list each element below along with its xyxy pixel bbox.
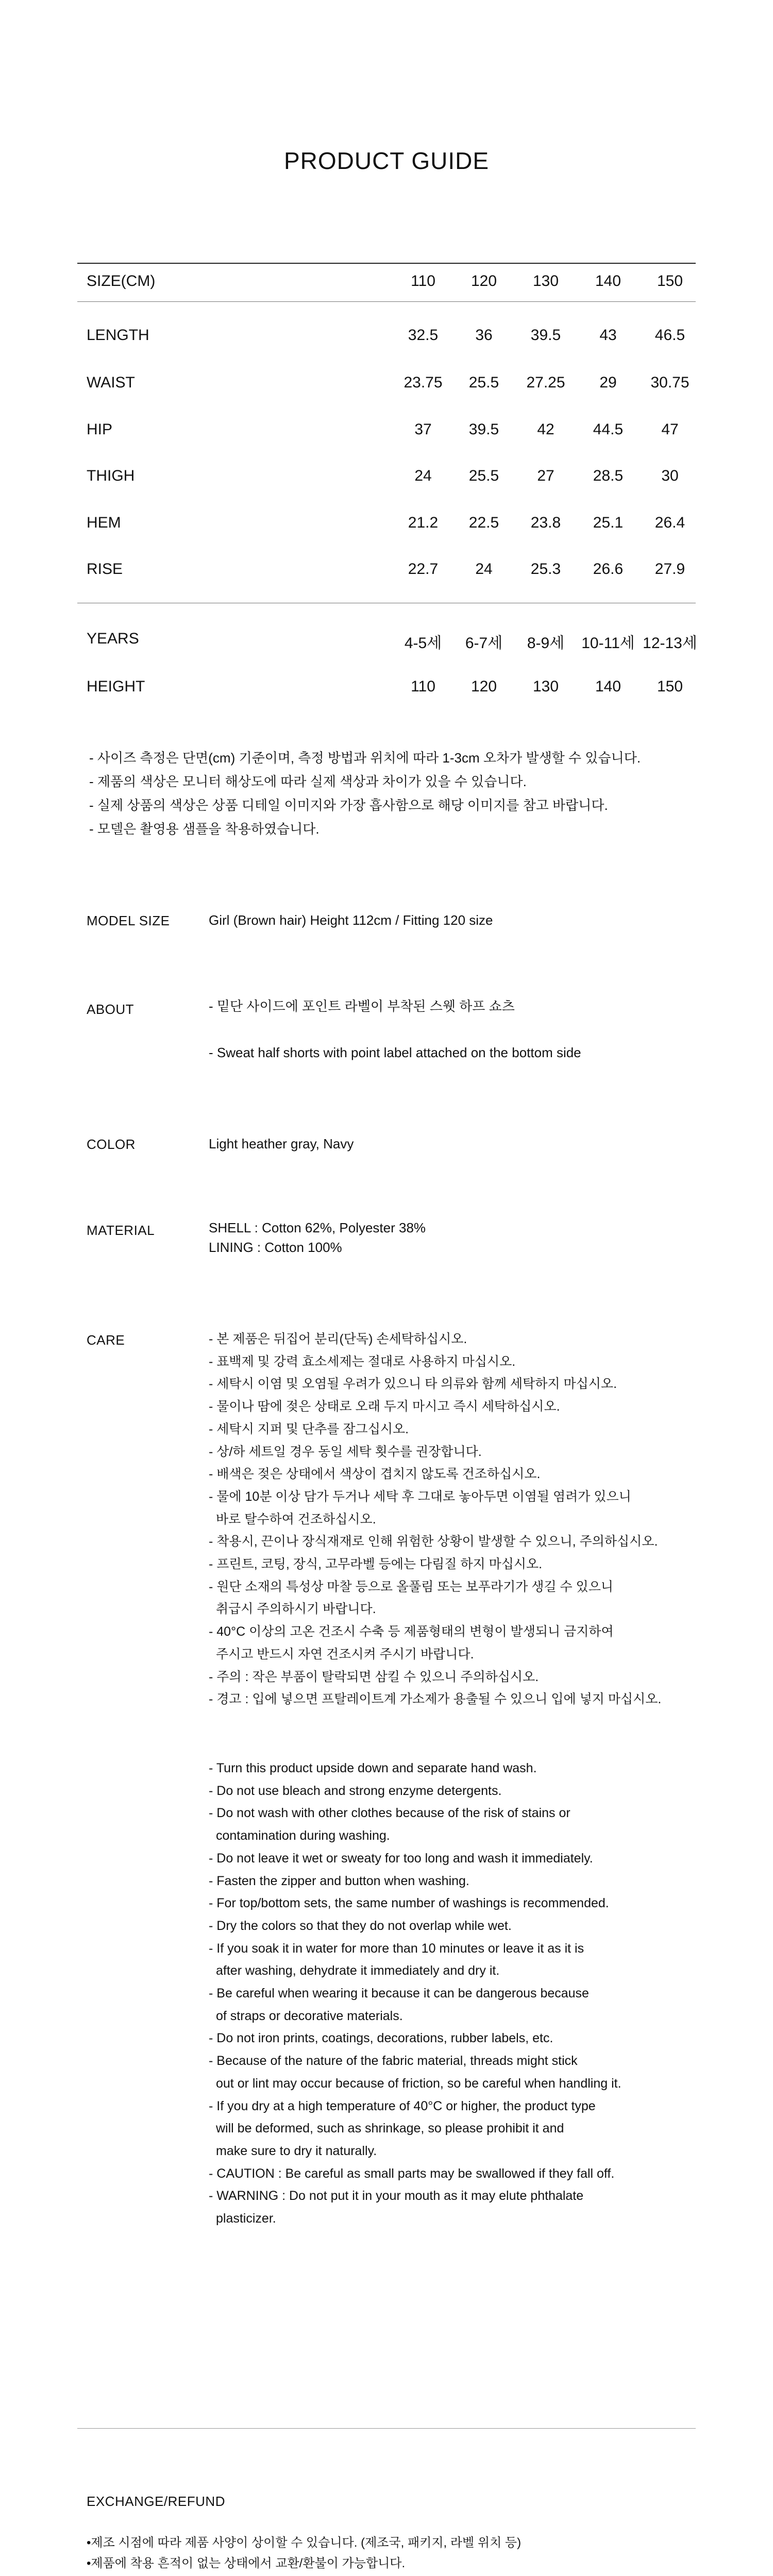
table-cell: 150 xyxy=(657,678,683,695)
care-line: 취급시 주의하시기 바랍니다. xyxy=(216,1602,376,1617)
row-label: THIGH xyxy=(87,467,135,484)
section-divider xyxy=(77,2428,696,2429)
care-line: of straps or decorative materials. xyxy=(216,2008,403,2023)
table-cell: 47 xyxy=(661,421,679,438)
care-line: - 본 제품은 뒤집어 분리(단독) 손세탁하십시오. xyxy=(209,1332,467,1346)
care-line: - 40°C 이상의 고온 건조시 수축 등 제품형태의 변형이 발생되니 금지하여 xyxy=(209,1624,614,1639)
care-line: - 물에 10분 이상 담가 두거나 세탁 후 그대로 놓아두면 이염될 염려가 있으니 xyxy=(209,1489,631,1504)
material-line: SHELL : Cotton 62%, Polyester 38% xyxy=(209,1220,426,1235)
about-line: - Sweat half shorts with point label attached on the bottom side xyxy=(209,1045,581,1060)
care-line: - 물이나 땀에 젖은 상태로 오래 두지 마시고 즉시 세탁하십시오. xyxy=(209,1399,560,1414)
table-cell: 27.25 xyxy=(526,374,565,391)
table-cell: 110 xyxy=(411,678,435,695)
table-row xyxy=(0,514,773,535)
about-line: - 밑단 사이드에 포인트 라벨이 부착된 스웻 하프 쇼츠 xyxy=(209,998,515,1014)
care-label: CARE xyxy=(87,1332,125,1348)
care-line: - 상/하 세트일 경우 동일 세탁 횟수를 권장합니다. xyxy=(209,1444,482,1459)
table-cell: 30 xyxy=(661,467,679,484)
table-cell: 23.8 xyxy=(530,514,561,531)
care-line: 주시고 반드시 자연 건조시켜 주시기 바랍니다. xyxy=(216,1647,474,1662)
row-label: HIP xyxy=(87,421,113,438)
care-line: will be deformed, such as shrinkage, so please prohibit it and xyxy=(216,2121,564,2136)
care-line: - If you dry at a high temperature of 40°C or higher, the product type xyxy=(209,2098,596,2113)
care-line: - Be careful when wearing it because it can be dangerous because xyxy=(209,1986,589,2001)
table-cell: 26.6 xyxy=(593,561,624,578)
note-line: - 사이즈 측정은 단면(cm) 기준이며, 측정 방법과 위치에 따라 1-3cm 오차가 발생할 수 있습니다. xyxy=(89,750,641,766)
table-cell: 120 xyxy=(470,678,497,695)
care-line: contamination during washing. xyxy=(216,1828,390,1843)
table-cell: 12-13세 xyxy=(643,635,697,652)
exchange-policy xyxy=(87,2533,537,2576)
table-cell: 43 xyxy=(599,327,617,344)
table-header-rule xyxy=(77,301,696,302)
care-line: - WARNING : Do not put it in your mouth as it may elute phthalate xyxy=(209,2189,584,2204)
table-cell: 22.7 xyxy=(408,561,439,578)
table-row xyxy=(0,630,773,651)
table-top-rule xyxy=(77,263,696,264)
size-header-cell: 110 xyxy=(411,273,435,290)
table-cell: 25.5 xyxy=(468,374,499,391)
table-row xyxy=(0,561,773,581)
table-cell: 46.5 xyxy=(654,327,685,344)
table-cell: 6-7세 xyxy=(465,635,503,652)
care-line: - CAUTION : Be careful as small parts may be swallowed if they fall off. xyxy=(209,2166,615,2181)
table-cell: 4-5세 xyxy=(404,635,442,652)
page-title: PRODUCT GUIDE xyxy=(283,147,490,174)
care-line: - Do not use bleach and strong enzyme detergents. xyxy=(209,1783,502,1798)
row-label: WAIST xyxy=(87,374,135,391)
color-label: COLOR xyxy=(87,1137,136,1152)
material-value xyxy=(209,1218,426,1257)
table-cell: 25.5 xyxy=(468,467,499,484)
care-line: - For top/bottom sets, the same number of washings is recommended. xyxy=(209,1896,609,1911)
table-cell: 37 xyxy=(414,421,432,438)
note-line: - 제품의 색상은 모니터 해상도에 따라 실제 색상과 차이가 있을 수 있습니다. xyxy=(89,774,527,789)
care-line: - Dry the colors so that they do not overlap while wet. xyxy=(209,1918,512,1933)
care-line: out or lint may occur because of friction, so be careful when handling it. xyxy=(216,2076,621,2091)
care-line: - Do not leave it wet or sweaty for too long and wash it immediately. xyxy=(209,1851,593,1866)
table-cell: 29 xyxy=(599,374,617,391)
care-line: - 표백제 및 강력 효소세제는 절대로 사용하지 마십시오. xyxy=(209,1354,516,1369)
care-line: - Do not wash with other clothes because of the risk of stains or xyxy=(209,1806,570,1821)
table-cell: 44.5 xyxy=(593,421,624,438)
table-cell: 23.75 xyxy=(404,374,443,391)
table-cell: 24 xyxy=(414,467,432,484)
policy-line xyxy=(87,2574,537,2576)
care-line: - 착용시, 끈이나 장식재재로 인해 위험한 상황이 발생할 수 있으니, 주의하십시오. xyxy=(209,1534,658,1549)
table-cell: 8-9세 xyxy=(527,635,565,652)
table-cell: 32.5 xyxy=(408,327,439,344)
table-cell: 42 xyxy=(537,421,554,438)
color-text: Light heather gray, Navy xyxy=(209,1136,354,1151)
table-cell: 30.75 xyxy=(650,374,690,391)
about-label: ABOUT xyxy=(87,1002,135,1017)
policy-line: •제품에 착용 흔적이 없는 상태에서 교환/환불이 가능합니다. xyxy=(87,2556,406,2570)
color-value xyxy=(209,1132,354,1156)
model-size-value xyxy=(209,908,493,932)
table-cell: 25.3 xyxy=(530,561,561,578)
care-line: - 원단 소재의 특성상 마찰 등으로 올풀림 또는 보푸라기가 생길 수 있으니 xyxy=(209,1579,614,1594)
size-notes xyxy=(89,746,641,841)
model-size-label: MODEL SIZE xyxy=(87,913,170,928)
row-label: YEARS xyxy=(87,630,139,647)
size-header-cell: 130 xyxy=(532,273,559,290)
size-header-cell: 140 xyxy=(595,273,621,290)
table-cell: 22.5 xyxy=(468,514,499,531)
table-row xyxy=(0,374,773,395)
material-line: LINING : Cotton 100% xyxy=(209,1240,342,1255)
table-cell: 28.5 xyxy=(593,467,624,484)
table-cell: 25.1 xyxy=(593,514,624,531)
care-line: - Do not iron prints, coatings, decorations, rubber labels, etc. xyxy=(209,2031,553,2046)
table-cell: 39.5 xyxy=(530,327,561,344)
table-cell: 27.9 xyxy=(654,561,685,578)
care-line: - 배색은 젖은 상태에서 색상이 겹치지 않도록 건조하십시오. xyxy=(209,1467,541,1482)
model-size-text: Girl (Brown hair) Height 112cm / Fitting 120 size xyxy=(209,912,493,928)
about-value xyxy=(209,994,581,1064)
care-line: - 세탁시 지퍼 및 단추를 잠그십시오. xyxy=(209,1421,409,1436)
care-line: - Turn this product upside down and separate hand wash. xyxy=(209,1761,537,1775)
size-header-label: SIZE(CM) xyxy=(87,273,156,290)
care-line: make sure to dry it naturally. xyxy=(216,2143,377,2158)
table-cell: 39.5 xyxy=(468,421,499,438)
row-label: LENGTH xyxy=(87,327,149,344)
size-header-row xyxy=(0,273,773,293)
row-label: HEM xyxy=(87,514,121,531)
table-row xyxy=(0,678,773,699)
note-line: - 모델은 촬영용 샘플을 착용하였습니다. xyxy=(89,821,320,837)
table-cell: 10-11세 xyxy=(581,635,635,652)
exchange-label: EXCHANGE/REFUND xyxy=(87,2494,225,2509)
table-cell: 26.4 xyxy=(654,514,685,531)
care-line: after washing, dehydrate it immediately and dry it. xyxy=(216,1963,500,1978)
care-line: - Because of the nature of the fabric material, threads might stick xyxy=(209,2054,578,2069)
table-row xyxy=(0,327,773,347)
note-line: - 실제 상품의 색상은 상품 디테일 이미지와 가장 흡사함으로 해당 이미지를 참고 바랍니다. xyxy=(89,798,608,813)
material-label: MATERIAL xyxy=(87,1223,155,1238)
size-header-cell: 150 xyxy=(657,273,683,290)
table-row xyxy=(0,421,773,442)
care-line: plasticizer. xyxy=(216,2211,276,2226)
table-cell: 140 xyxy=(595,678,621,695)
row-label: HEIGHT xyxy=(87,678,145,695)
care-line: - 경고 : 입에 넣으면 프탈레이트계 가소제가 용출될 수 있으니 입에 넣지 마십시오. xyxy=(209,1692,662,1707)
care-line: 바로 탈수하여 건조하십시오. xyxy=(216,1512,376,1527)
care-line: - Fasten the zipper and button when washing. xyxy=(209,1873,469,1888)
policy-line: •제조 시점에 따라 제품 사양이 상이할 수 있습니다. (제조국, 패키지, 라벨 위치 등) xyxy=(87,2536,522,2550)
care-line: - 세탁시 이염 및 오염될 우려가 있으니 타 의류와 함께 세탁하지 마십시오. xyxy=(209,1377,617,1392)
table-cell: 24 xyxy=(475,561,493,578)
table-cell: 27 xyxy=(537,467,554,484)
care-line: - If you soak it in water for more than 10 minutes or leave it as it is xyxy=(209,1941,584,1956)
care-instructions-ko xyxy=(209,1328,661,1711)
row-label: RISE xyxy=(87,561,123,578)
table-row xyxy=(0,467,773,488)
table-cell: 130 xyxy=(532,678,559,695)
size-header-cell: 120 xyxy=(470,273,497,290)
table-cell: 36 xyxy=(475,327,493,344)
care-instructions-en xyxy=(209,1757,621,2230)
care-line: - 주의 : 작은 부품이 탈락되면 삼킬 수 있으니 주의하십시오. xyxy=(209,1669,539,1684)
table-cell: 21.2 xyxy=(408,514,439,531)
care-line: - 프린트, 코팅, 장식, 고무라벨 등에는 다림질 하지 마십시오. xyxy=(209,1557,543,1572)
